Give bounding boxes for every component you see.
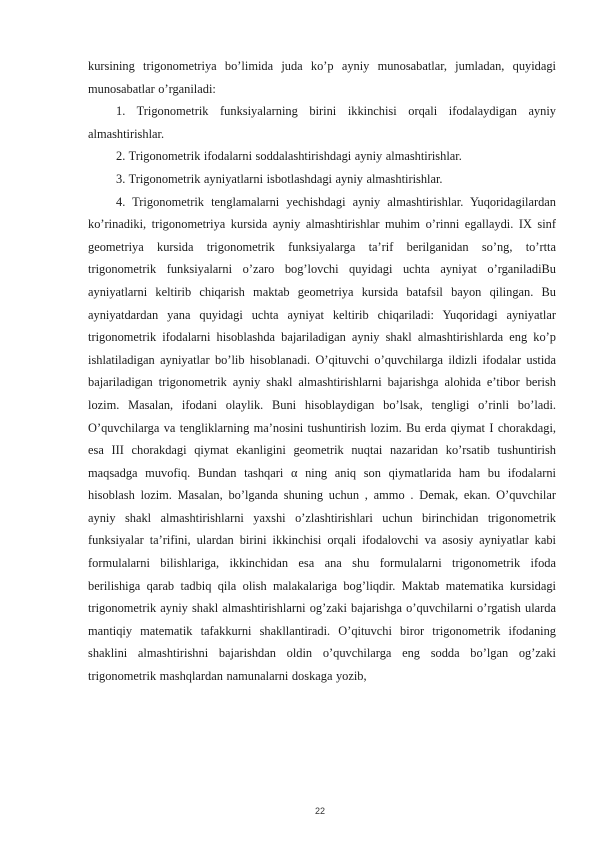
list-item-4: 4. Trigonometrik tenglamalarni yechishdagi ayniy almashtirishlar. Yuqoridagilardan ko’rinadiki, trigonometriya kursida ayniy almashtirishlar muhim o’rinni egallaydi. IX sinf geometriya kursida trigonometrik funksiyalarga ta’rif berilganidan so’ng, to’rtta trigonometrik funksiyalarni o’zaro bog’lovchi quyidagi uchta ayniyat o’rganiladiBu ayniyatlarni keltirib chiqarish maktab geometriya kursida batafsil bayon qilingan. Bu ayniyatdardan yana quyidagi uchta ayniyat keltirib chiqariladi: Yuqoridagi ayniyatlar trigonometrik ifodalarni hisoblashda bajariladigan ayniy shakl almashtirishlarda eng ko’p ishlatiladigan ayniyatlar bo’lib hisoblanadi. O’qituvchi o’quvchilarga ildizli ifodalar ustida bajariladigan trigonometrik ayniy shakl almashtirishlarni bajarishga alohida e’tibor berish lozim. Masalan, ifodani olaylik. Buni hisoblaydigan bo’lsak, tengligi o’rinli bo’ladi. O’quvchilarga va tengliklarning ma’nosini tushuntirish lozim. Bu erda qiymat I chorakdagi, esa III chorakdagi qiymat ekanligini geometrik nuqtai nazaridan ko’rsatib tushuntirish maqsadga muvofiq. Bundan tashqari α ning aniq son qiymatlarida ham bu ifodalarni hisoblash lozim. Masalan, bo’lganda shuning uchun , ammo . Demak, ekan. O’quvchilar ayniy shakl almashtirishlarni yaxshi o’zlashtirishlari uchun birinchidan trigonometrik funksiyalar ta’rifini, ulardan birini ikkinchisi orqali ifodalovchi va asosiy ayniyatlar kabi formulalarni bilishlariga, ikkinchidan esa ana shu formulalarni trigonometrik ifoda berilishiga qarab tadbiq qila olish malakalariga bog’liqdir. Maktab matematika kursidagi trigonometrik ayniy shakl almashtirishlarni og’zaki bajarishga o’quvchilarni o’rgatish ularda mantiqiy matematik tafakkurni shakllantiradi. O’qituvchi biror trigonometrik ifodaning shaklini almashtirishni bajarishdan oldin o’quvchilarga eng sodda bo’lgan og’zaki trigonometrik mashqlardan namunalarni doskaga yozib, <box>88 194 556 684</box>
list-item-1: 1. Trigonometrik funksiyalarning birini ikkinchisi orqali ifodalaydigan ayniy almashtirishlar. <box>88 104 556 141</box>
page-body <box>88 55 556 688</box>
paragraph-intro: kursining trigonometriya bo’limida juda ko’p ayniy munosabatlar, jumladan, quyidagi munosabatlar o’rganiladi: <box>88 59 556 96</box>
page-number: 22 <box>314 806 325 816</box>
list-item-3: 3. Trigonometrik ayniyatlarni isbotlashdagi ayniy almashtirishlar. <box>116 171 443 186</box>
list-item-2: 2. Trigonometrik ifodalarni soddalashtirishdagi ayniy almashtirishlar. <box>116 149 462 164</box>
